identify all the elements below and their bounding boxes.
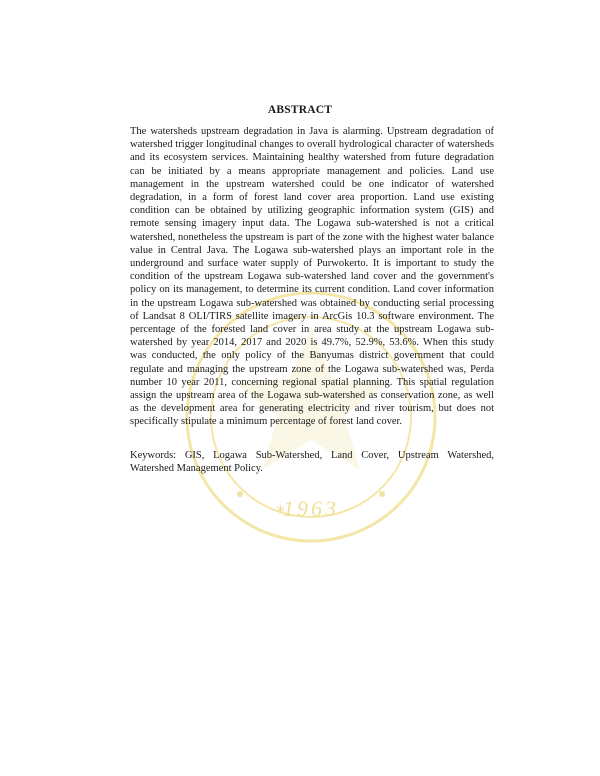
svg-text:*: * [276,502,285,523]
abstract-body: The watersheds upstream degradation in Java is alarming. Upstream degradation of watershed trigger longitudinal changes to overall hydrological character of watersheds and its ecosystem services. Maintaining healthy watershed from future degradation can be initiated by a means appropriate management and policies. Land use management in the upstream watershed could be one indicator of watershed degradation, in a form of forest land cover area proportion. Land use existing condition can be obtained by utilizing geographic information system (GIS) and remote sensing imagery input data. The Logawa sub-watershed is not a critical watershed, nonetheless the upstream is part of the zone with the highest water balance value in Central Java. The Logawa sub-watershed plays an important role in the underground and surface water supply of Purwokerto. It is important to study the condition of the upstream Logawa sub-watershed land cover and the government's policy on its management, to determine its current condition. Land cover information in the upstream Logawa sub-watershed was obtained by conducting serial processing of Landsat 8 OLI/TIRS satellite imagery in ArcGis 10.3 software environment. The percentage of the forested land cover in area study at the upstream Logawa sub-watershed by year 2014, 2017 and 2020 is 49.7%, 52.9%, 53.6%. When this study was conducted, the only policy of the Banyumas district government that could regulate and managing the upstream zone of the Logawa sub-watershed was, Perda number 10 year 2011, concerning regional spatial planning. This spatial regulation assign the upstream area of the Logawa sub-watershed as conservation zone, as well as the development area for generating electricity and river tourism, but does not specifically stipulate a minimum percentage of forest land cover. [130,126,494,428]
seal-year: 1963 [283,496,339,521]
keywords-paragraph: Keywords: GIS, Logawa Sub-Watershed, Land Cover, Upstream Watershed, Watershed Management Policy. [130,450,494,475]
abstract-heading: ABSTRACT [267,104,333,116]
